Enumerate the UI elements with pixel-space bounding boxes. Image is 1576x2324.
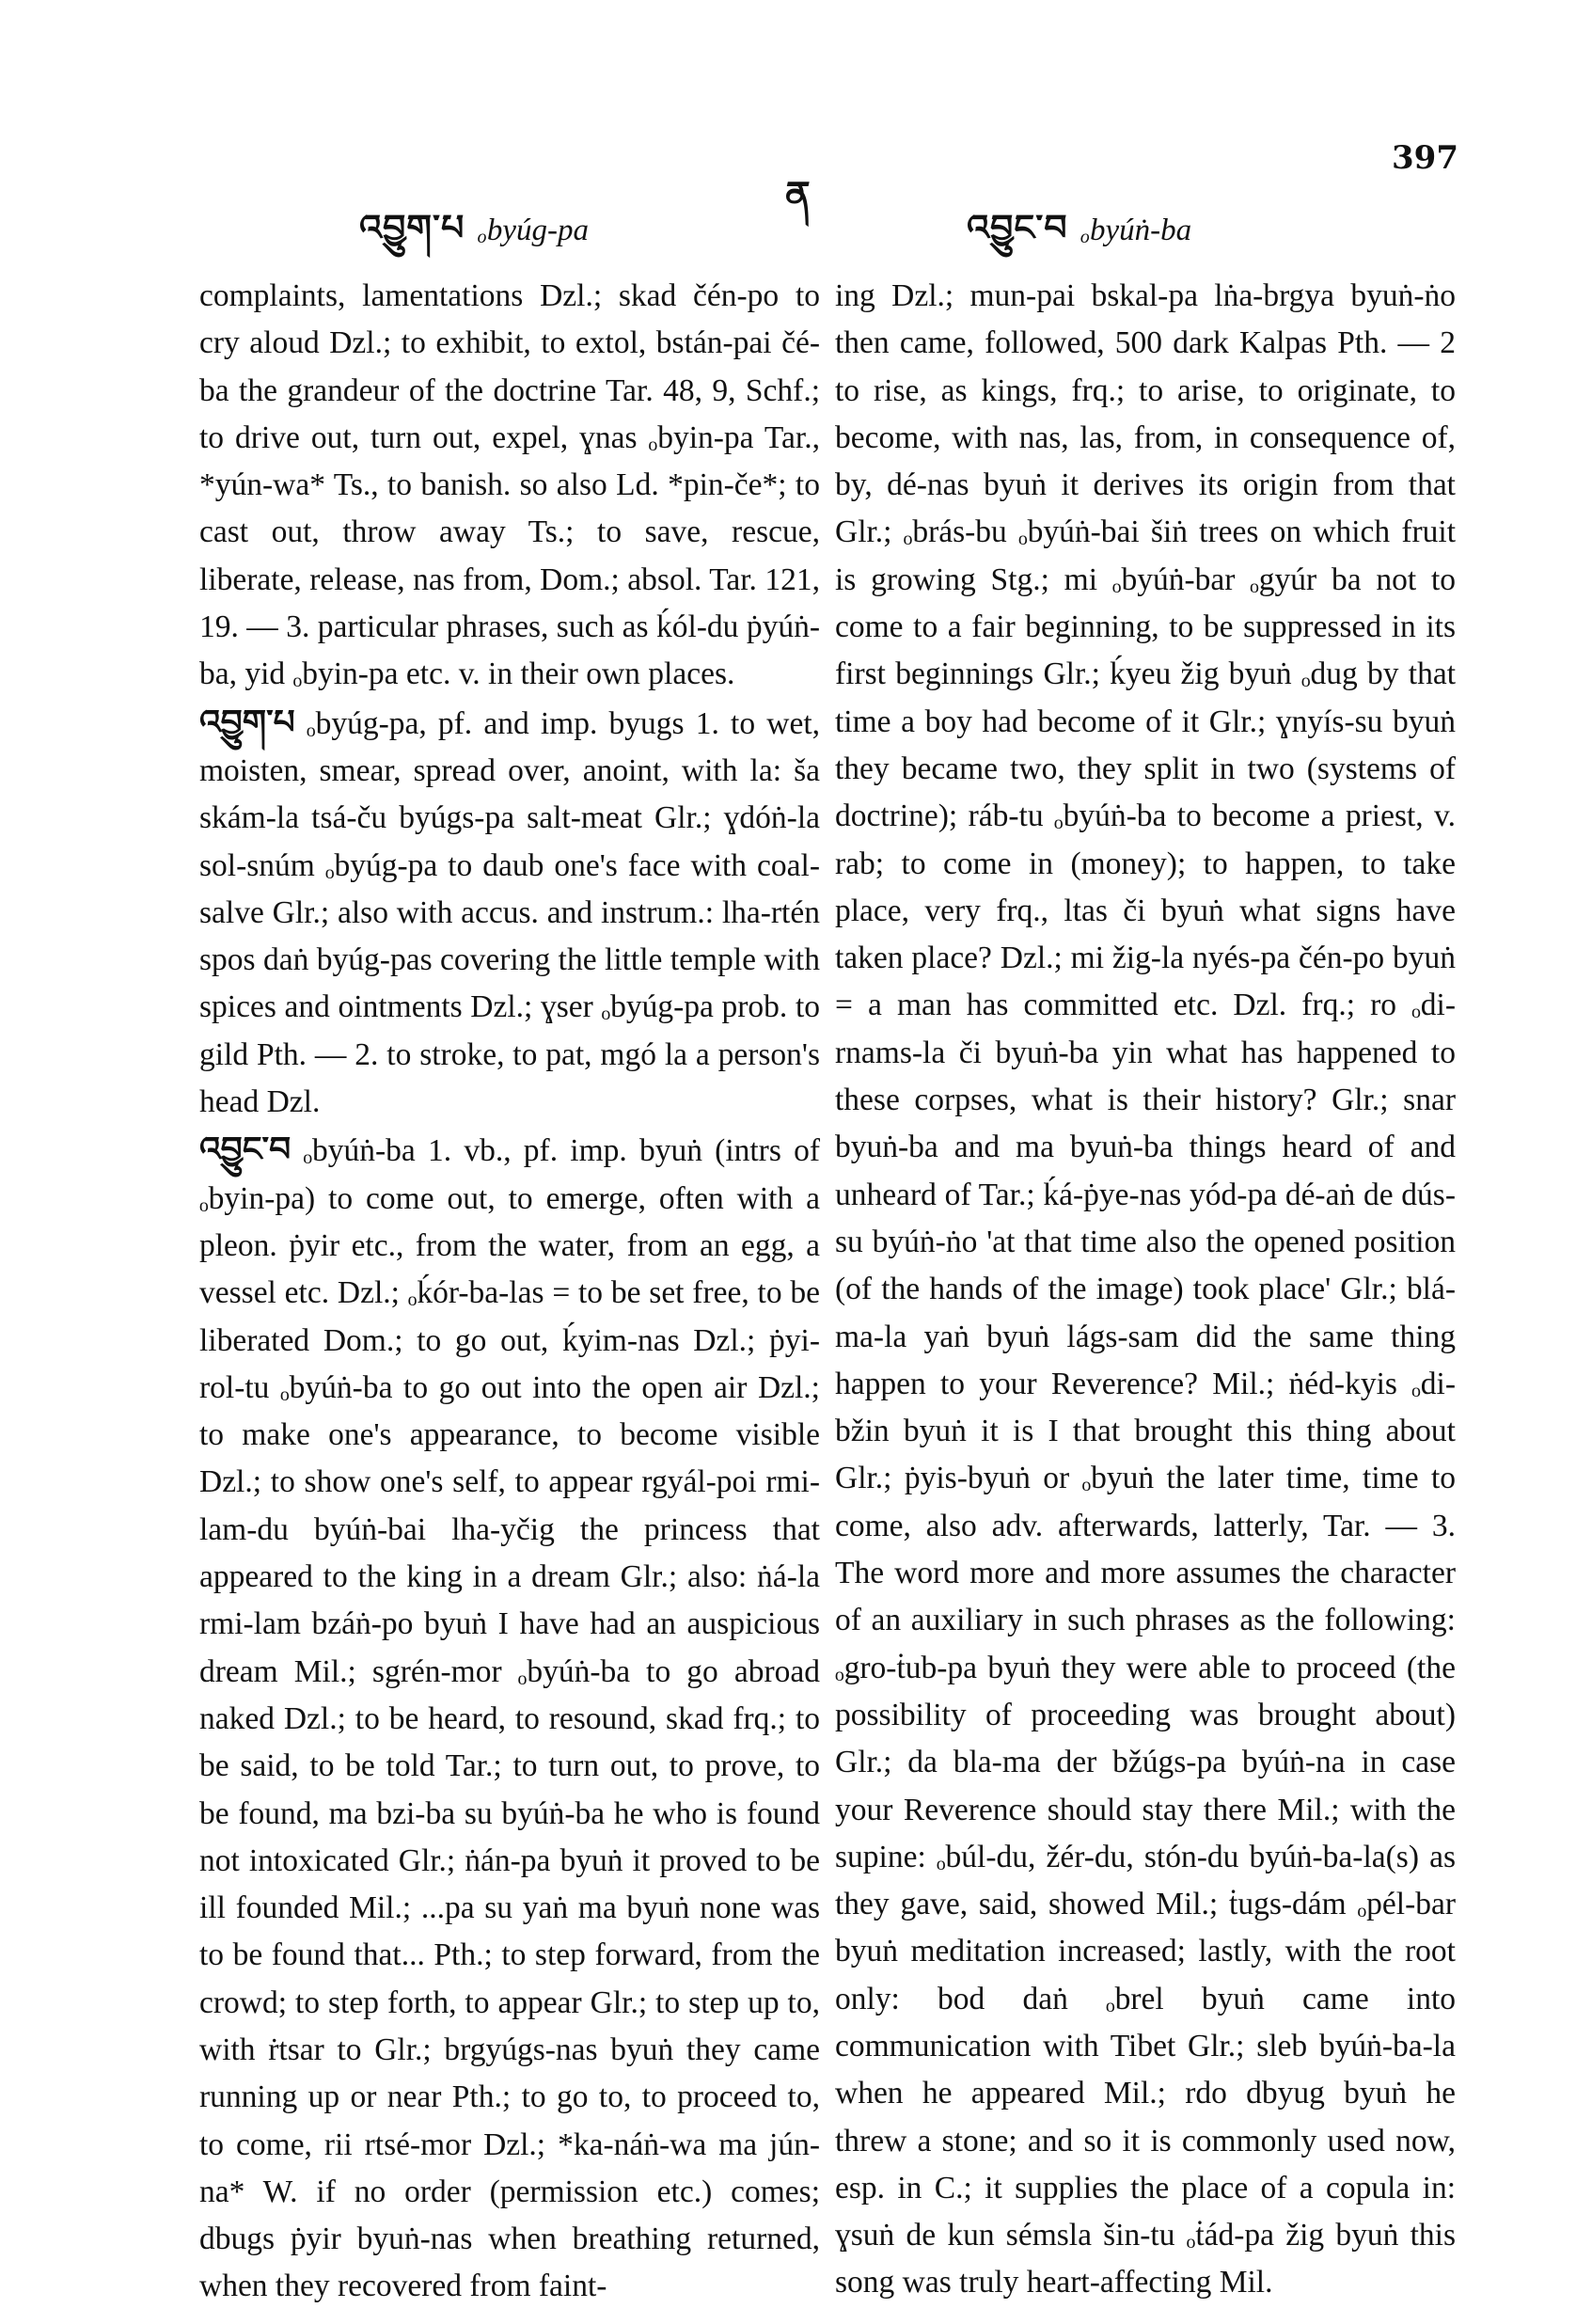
entry-text: ₒbyúg-pa, pf. and imp. byugs 1. to wet, moisten, smear, spread over, anoint, with la: ša skám-la tsá-ču byúgs-pa salt-meat Glr.; ɣdóṅ-la sol-snúm ₒbyúg-pa to daub one's face with coal-salve Glr.; also with accus. and instrum.: lha-rtén spos daṅ byúg-pas covering the little temple with spices and ointments Dzl.; ɣser ₒbyúg-pa prob. to gild Pth. — 2. to stroke, to pat, mgó la a person's head Dzl.: [199, 705, 820, 1120]
headword-tibetan: འབྱུག་པ: [199, 702, 295, 742]
running-head-right-romanized: ₒbyúṅ-ba: [1080, 213, 1192, 247]
running-head-left-romanized: ₒbyúg-pa: [478, 213, 589, 247]
right-column: [835, 273, 1456, 2307]
entry-byug-pa: [199, 699, 820, 1127]
running-head-right-tibetan: འབྱུང་བ: [967, 209, 1068, 248]
center-tibetan-letter: ན: [785, 173, 811, 217]
left-column: [199, 273, 820, 2311]
entry-continuation: complaints, lamentations Dzl.; skad čén-po to cry aloud Dzl.; to exhibit, to extol, bstán-pai čé-ba the grandeur of the doctrine Tar. 48, 9, Schf.; to drive out, turn out, expel, ɣnas ₒbyin-pa Tar., *yún-wa* Ts., to banish. so also Ld. *pin-če*; to cast out, throw away Ts.; to save, rescue, liberate, release, nas from, Dom.; absol. Tar. 121, 19. — 3. particular phrases, such as ḱól-du ṗyúṅ-ba, yid ₒbyin-pa etc. v. in their own places.: [199, 278, 820, 692]
entry-continuation: ing Dzl.; mun-pai bskal-pa lṅa-brgya byuṅ-ṅo then came, followed, 500 dark Kalpas Pth. — 2 to rise, as kings, frq.; to arise, to originate, to become, with nas, las, from, in consequence of, by, dé-nas byuṅ it derives its origin from that Glr.; ₒbrás-bu ₒbyúṅ-bai šiṅ trees on which fruit is growing Stg.; mi ₒbyúṅ-bar ₒgyúr ba not to come to a fair beginning, to be suppressed in its first beginnings Glr.; ḱyeu žig byuṅ ₒdug by that time a boy had become of it Glr.; ɣnyís-su byuṅ they became two, they split in two (systems of doctrine); ráb-tu ₒbyúṅ-ba to become a priest, v. rab; to come in (money); to happen, to take place, very frq., ltas či byuṅ what signs have taken place? Dzl.; mi žig-la nyés-pa čén-po byuṅ = a man has committed etc. Dzl. frq.; ro ₒdi-rnams-la či byuṅ-ba yin what has happened to these corpses, what is their history? Glr.; snar byuṅ-ba and ma byuṅ-ba things heard of and unheard of Tar.; ḱá-ṗye-nas yód-pa dé-aṅ de dús-su byúṅ-ṅo 'at that time also the opened position (of the hands of the image) took place' Glr.; blá-ma-la yaṅ byuṅ lágs-sam did the same thing happen to your Reverence? Mil.; ṅéd-kyis ₒdi-bžin byuṅ it is I that brought this thing about Glr.; ṗyis-byuṅ or ₒbyuṅ the later time, time to come, also adv. afterwards, latterly, Tar. — 3. The word more and more assumes the character of an auxiliary in such phrases as the following: ₒgro-ṫub-pa byuṅ they were able to proceed (the possibility of proceeding was brought about) Glr.; da bla-ma der bžúgs-pa byúṅ-na in case your Reverence should stay there Mil.; with the supine: ₒbúl-du, žér-du, stón-du byúṅ-ba-la(s) as they gave, said, showed Mil.; ṫugs-dám ₒpél-bar byuṅ meditation increased; lastly, with the root only: bod daṅ ₒbrel byuṅ came into communication with Tibet Glr.; sleb byúṅ-ba-la when he appeared Mil.; rdo dbyug byuṅ he threw a stone; and so it is commonly used now, esp. in C.; it supplies the place of a copula in: ɣsuṅ de kun sémsla šin-tu ₒṫád-pa žig byuṅ this song was truly heart-affecting Mil.: [835, 278, 1456, 2300]
headword-tibetan: འབྱུང་བ: [199, 1130, 292, 1170]
running-head-left-tibetan: འབྱུག་པ: [359, 209, 465, 248]
entry-byun-ba: [199, 1126, 820, 2310]
page-number: 397: [1392, 139, 1458, 177]
entry-text: ₒbyúṅ-ba 1. vb., pf. imp. byuṅ (intrs of ₒbyin-pa) to come out, to emerge, often with a pleon. ṗyir etc., from the water, from an egg, a vessel etc. Dzl.; ₒḱór-ba-las = to be set free, to be liberated Dom.; to go out, ḱyim-nas Dzl.; ṗyi-rol-tu ₒbyúṅ-ba to go out into the open air Dzl.; to make one's appearance, to become visible Dzl.; to show one's self, to appear rgyál-poi rmi-lam-du byúṅ-bai lha-yčig the princess that appeared to the king in a dream Glr.; also: ṅá-la rmi-lam bzáṅ-po byuṅ I have had an auspicious dream Mil.; sgrén-mor ₒbyúṅ-ba to go abroad naked Dzl.; to be heard, to resound, skad frq.; to be said, to be told Tar.; to turn out, to prove, to be found, ma bzi-ba su byúṅ-ba he who is found not intoxicated Glr.; ṅán-pa byuṅ it proved to be ill founded Mil.; ...pa su yaṅ ma byuṅ none was to be found that... Pth.; to step forward, from the crowd; to step forth, to appear Glr.; to step up to, with ṙtsar to Glr.; brgyúgs-nas byuṅ they came running up or near Pth.; to go to, to proceed to, to come, rii rtsé-mor Dzl.; *ka-náṅ-wa ma jún-na* W. if no order (permission etc.) comes; dbugs ṗyir byuṅ-nas when breathing returned, when they recovered from faint-: [199, 1133, 820, 2304]
